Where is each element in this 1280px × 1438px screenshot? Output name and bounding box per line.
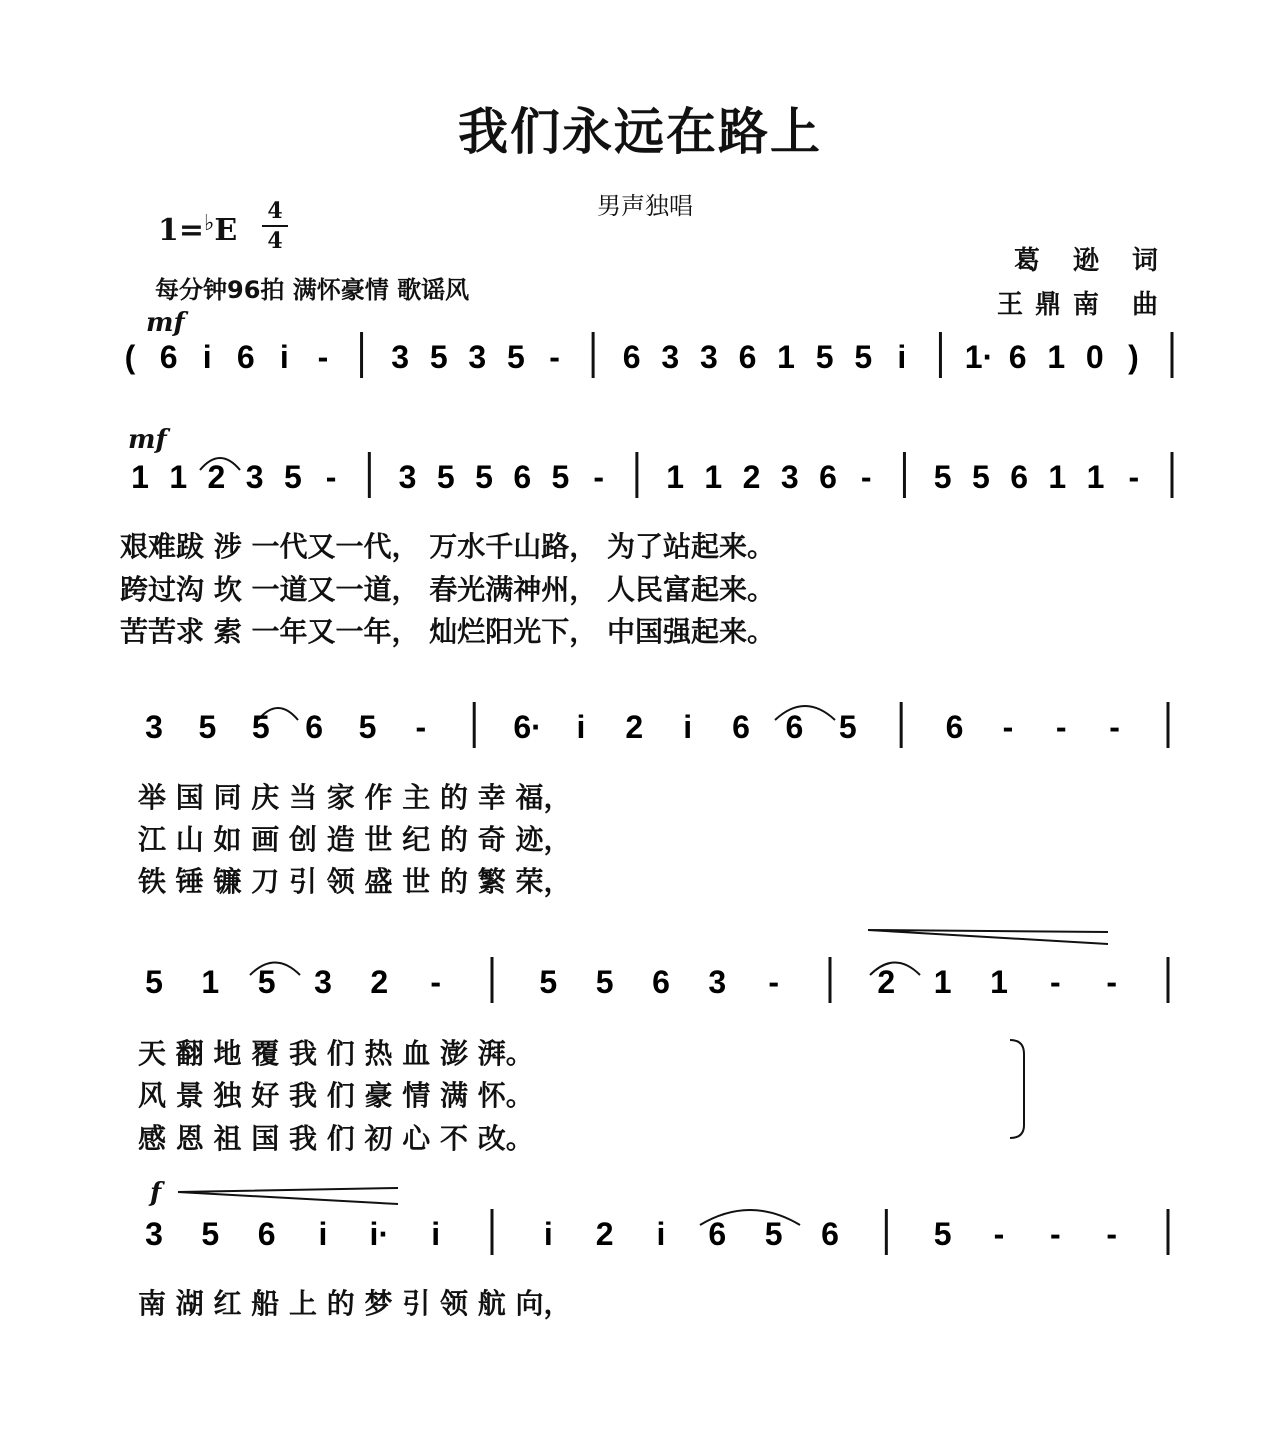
dynamic-f-line5: f [150, 1178, 162, 1208]
hairpin-line3 [868, 930, 1108, 944]
meter-top: 4 [267, 198, 283, 224]
note-line4-16: - [1050, 1216, 1061, 1252]
note-line4-1: 5 [201, 1216, 220, 1252]
note-intro-9: 3 [468, 339, 487, 375]
note-line1-3: 3 [245, 459, 264, 495]
note-line1-9: 5 [475, 459, 493, 495]
song-title: 我们永远在路上 [458, 103, 822, 161]
note-line1-4: 5 [283, 459, 302, 495]
note-line2-7: 6· [513, 709, 542, 745]
lyric-line3-verse2: 风 景 独 好 我 们 豪 情 满 怀。 [138, 1079, 534, 1112]
note-line2-17: - [1055, 709, 1067, 745]
note-intro-2: i [202, 339, 212, 375]
lyric-line2-verse3: 铁 锤 镰 刀 引 领 盛 世 的 繁 荣， [138, 865, 572, 898]
note-line4-2: 6 [257, 1216, 276, 1252]
note-line3-17: - [1106, 964, 1117, 1000]
lyric-line1-verse2: 跨过沟 坎 一道又一道， 春光满神州， 人民富起来。 [120, 573, 775, 606]
note-line2-2: 5 [251, 709, 270, 745]
note-line2-3: 6 [305, 709, 324, 745]
note-line2-10: i [683, 709, 693, 745]
note-line3-15: 1 [990, 964, 1008, 1000]
note-line1-10: 6 [513, 459, 532, 495]
note-line4-8: 2 [595, 1216, 614, 1252]
note-line1-22: 5 [971, 459, 990, 495]
note-line2-11: 6 [732, 709, 750, 745]
note-line3-0: 5 [145, 964, 163, 1000]
note-line1-5: - [325, 459, 337, 495]
note-line4-5: i [431, 1216, 441, 1252]
note-line4-9: i [656, 1216, 666, 1252]
notes-layer [125, 332, 1172, 1255]
note-line2-8: i [576, 709, 586, 745]
note-intro-19: 5 [854, 339, 873, 375]
note-intro-10: 5 [507, 339, 525, 375]
note-line1-1: 1 [169, 459, 188, 495]
note-line4-10: 6 [708, 1216, 727, 1252]
note-intro-17: 1 [777, 339, 795, 375]
song-subtitle: 男声独唱 [597, 192, 693, 220]
note-line3-11: - [768, 964, 779, 1000]
lyricist-credit: 葛 逊 词 [1013, 246, 1170, 276]
note-line3-8: 5 [595, 964, 614, 1000]
note-line4-11: 5 [764, 1216, 783, 1252]
note-line1-21: 5 [933, 459, 952, 495]
note-intro-13: 6 [622, 339, 641, 375]
composer-credit: 王鼎南 曲 [996, 290, 1170, 320]
lyric-line1-verse1: 艰难跋 涉 一代又一代， 万水千山路， 为了站起来。 [120, 530, 775, 563]
note-line2-0: 3 [145, 709, 163, 745]
note-line4-7: i [543, 1216, 553, 1252]
key-prefix: 1= [158, 213, 205, 248]
note-line2-12: 6 [785, 709, 804, 745]
note-line1-12: - [593, 459, 604, 495]
note-intro-15: 3 [699, 339, 718, 375]
note-intro-23: 6 [1008, 339, 1027, 375]
note-line4-14: 5 [933, 1216, 952, 1252]
lyric-line4-verse1: 南 湖 红 船 上 的 梦 引 领 航 向， [138, 1287, 572, 1320]
note-line2-16: - [1002, 709, 1014, 745]
note-intro-22: 1· [964, 339, 994, 375]
note-line3-5: - [430, 964, 441, 1000]
note-intro-1: 6 [159, 339, 178, 375]
note-line3-14: 1 [933, 964, 952, 1000]
lyric-line2-verse2: 江 山 如 画 创 造 世 纪 的 奇 迹， [138, 823, 572, 856]
verse-bracket [1010, 1040, 1024, 1138]
note-line4-0: 3 [145, 1216, 163, 1252]
lyric-line2-verse1: 举 国 同 庆 当 家 作 主 的 幸 福， [138, 781, 572, 814]
key-note: E [214, 213, 238, 248]
note-line1-17: 3 [780, 459, 799, 495]
note-intro-4: i [279, 339, 289, 375]
note-intro-7: 3 [391, 339, 410, 375]
note-intro-25: 0 [1085, 339, 1104, 375]
note-line4-12: 6 [821, 1216, 839, 1252]
note-line3-10: 3 [708, 964, 727, 1000]
lyric-line3-verse3: 感 恩 祖 国 我 们 初 心 不 改。 [138, 1122, 534, 1155]
note-line2-5: - [415, 709, 427, 745]
note-line1-7: 3 [398, 459, 417, 495]
note-line4-3: i [318, 1216, 328, 1252]
note-intro-20: i [897, 339, 907, 375]
note-line4-17: - [1106, 1216, 1117, 1252]
note-line1-16: 2 [742, 459, 761, 495]
note-line2-4: 5 [358, 709, 377, 745]
note-line1-24: 1 [1048, 459, 1067, 495]
note-intro-16: 6 [738, 339, 757, 375]
tempo-marking: 每分钟96拍 满怀豪情 歌谣风 [155, 276, 470, 304]
markings [178, 458, 1108, 1225]
tie-line2b [775, 706, 835, 720]
flat-sign: ♭ [204, 210, 215, 236]
note-line1-25: 1 [1086, 459, 1105, 495]
note-intro-18: 5 [815, 339, 834, 375]
note-line2-18: - [1109, 709, 1120, 745]
note-line4-15: - [993, 1216, 1005, 1252]
meter-bottom: 4 [267, 228, 283, 254]
note-line2-15: 6 [945, 709, 964, 745]
note-line3-16: - [1050, 964, 1061, 1000]
note-line1-15: 1 [704, 459, 723, 495]
note-intro-3: 6 [236, 339, 255, 375]
note-intro-0: ( [124, 339, 136, 375]
dynamic-mf-intro: mf [146, 308, 185, 338]
note-line3-1: 1 [201, 964, 220, 1000]
note-line1-18: 6 [819, 459, 837, 495]
note-intro-8: 5 [429, 339, 448, 375]
lyric-line3-verse1: 天 翻 地 覆 我 们 热 血 澎 湃。 [138, 1037, 534, 1070]
note-intro-26: ) [1128, 339, 1139, 375]
note-line1-26: - [1128, 459, 1140, 495]
dynamic-mf-line1: mf [128, 425, 167, 455]
note-line2-13: 5 [838, 709, 857, 745]
lyric-line1-verse3: 苦苦求 索 一年又一年， 灿烂阳光下， 中国强起来。 [120, 615, 775, 648]
note-line1-14: 1 [666, 459, 685, 495]
note-line4-4: i· [369, 1216, 390, 1252]
note-line1-19: - [860, 459, 872, 495]
note-line3-4: 2 [370, 964, 389, 1000]
note-intro-24: 1 [1047, 339, 1066, 375]
note-line1-11: 5 [551, 459, 570, 495]
note-line2-9: 2 [625, 709, 644, 745]
note-line1-0: 1 [131, 459, 149, 495]
note-intro-5: - [317, 339, 329, 375]
note-line3-13: 2 [877, 964, 896, 1000]
note-line2-1: 5 [198, 709, 217, 745]
note-line3-3: 3 [314, 964, 332, 1000]
hairpin-line4 [178, 1188, 398, 1204]
note-intro-14: 3 [661, 339, 680, 375]
note-line1-8: 5 [436, 459, 455, 495]
note-line1-2: 2 [207, 459, 226, 495]
note-line1-23: 6 [1010, 459, 1029, 495]
note-line3-2: 5 [257, 964, 276, 1000]
note-intro-11: - [549, 339, 560, 375]
note-line3-9: 6 [652, 964, 670, 1000]
note-line3-7: 5 [539, 964, 558, 1000]
